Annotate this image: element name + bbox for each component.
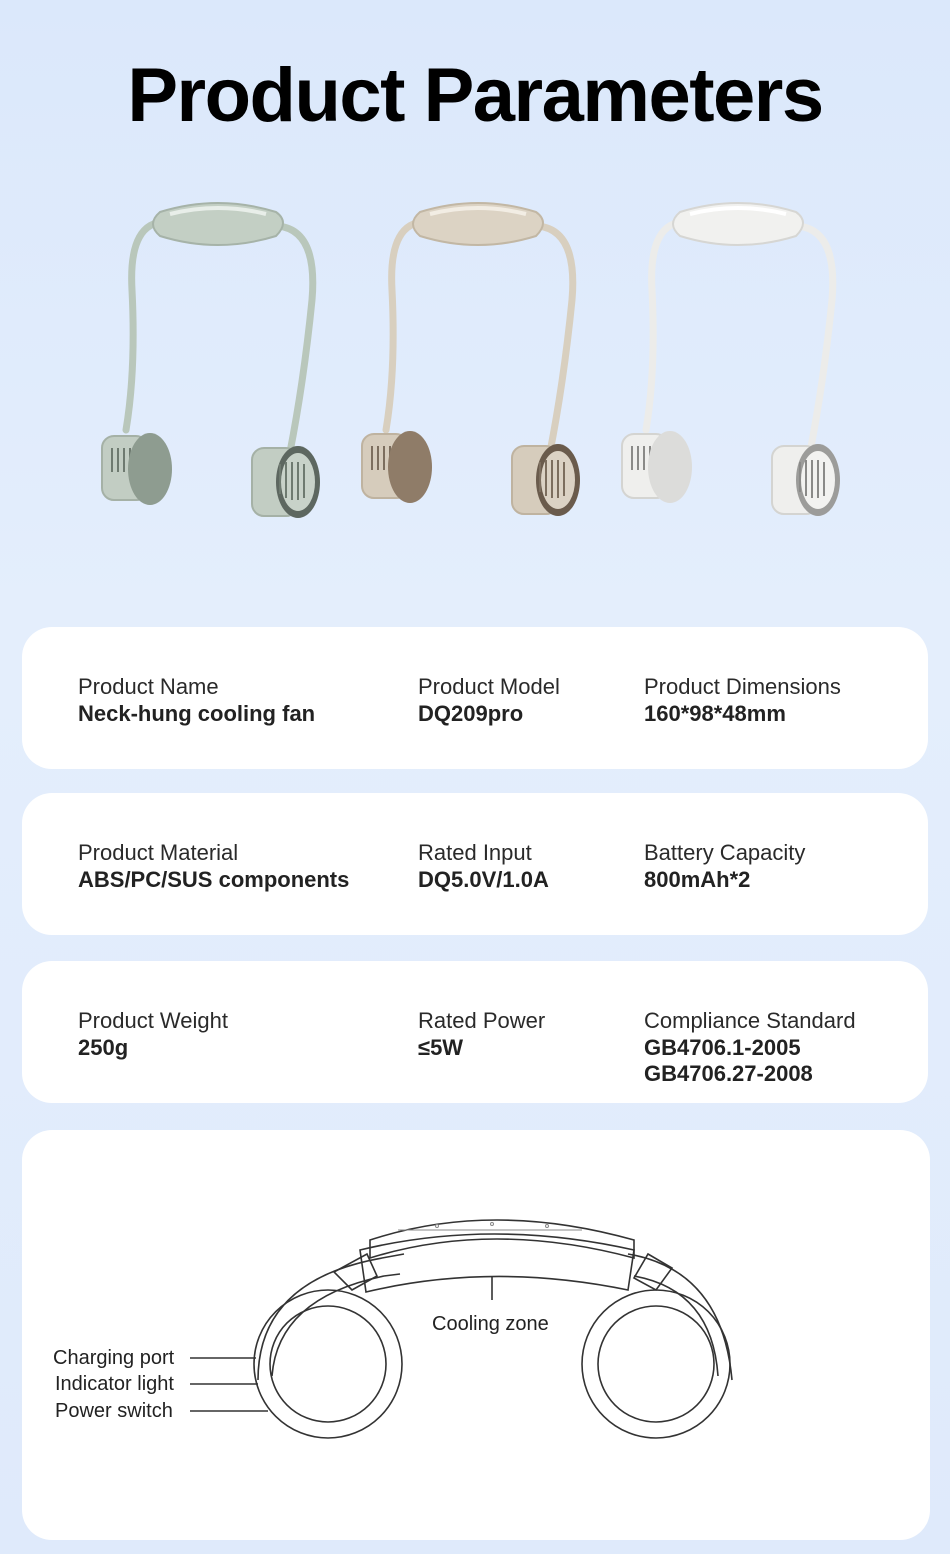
param-label: Product Model: [418, 674, 560, 699]
product-diagram-card: [22, 1130, 930, 1540]
product-image-green: [102, 203, 320, 518]
param-value: DQ5.0V/1.0A: [418, 867, 549, 892]
param-label: Product Material: [78, 840, 239, 865]
param-value: 250g: [78, 1035, 129, 1060]
param-value: 160*98*48mm: [644, 701, 786, 726]
param-label: Battery Capacity: [644, 840, 806, 865]
param-label: Product Name: [78, 674, 219, 699]
param-card-3: [22, 961, 928, 1103]
param-value: 800mAh*2: [644, 867, 751, 892]
param-rated-input: [418, 839, 549, 893]
param-label: Rated Power: [418, 1008, 546, 1033]
param-value: GB4706.27-2008: [644, 1061, 813, 1086]
param-product-material: [78, 839, 349, 893]
param-value: GB4706.1-2005: [644, 1035, 801, 1060]
param-label: Product Weight: [78, 1008, 229, 1033]
param-label: Compliance Standard: [644, 1008, 856, 1033]
label-indicator-light: Indicator light: [55, 1373, 174, 1395]
param-value: ≤5W: [418, 1035, 464, 1060]
param-product-dimensions: [644, 673, 841, 727]
param-card-2: [22, 793, 928, 935]
param-product-name: [78, 673, 315, 727]
param-value: ABS/PC/SUS components: [78, 867, 350, 892]
label-power-switch: Power switch: [55, 1400, 173, 1422]
label-cooling-zone: Cooling zone: [432, 1313, 549, 1335]
product-image-white: [622, 203, 840, 516]
param-label: Rated Input: [418, 840, 532, 865]
param-rated-power: [418, 1007, 545, 1061]
param-product-model: [418, 673, 560, 727]
product-image-khaki: [362, 203, 580, 516]
product-image-row: [0, 190, 950, 590]
label-charging-port: Charging port: [53, 1347, 175, 1369]
param-value: Neck-hung cooling fan: [78, 701, 316, 726]
param-label: Product Dimensions: [644, 674, 841, 699]
page-title: Product Parameters: [127, 53, 823, 138]
param-value: DQ209pro: [418, 701, 524, 726]
param-compliance-standard: [644, 1007, 856, 1087]
param-card-1: [22, 627, 928, 769]
param-battery-capacity: [644, 839, 805, 893]
param-product-weight: [78, 1007, 228, 1061]
